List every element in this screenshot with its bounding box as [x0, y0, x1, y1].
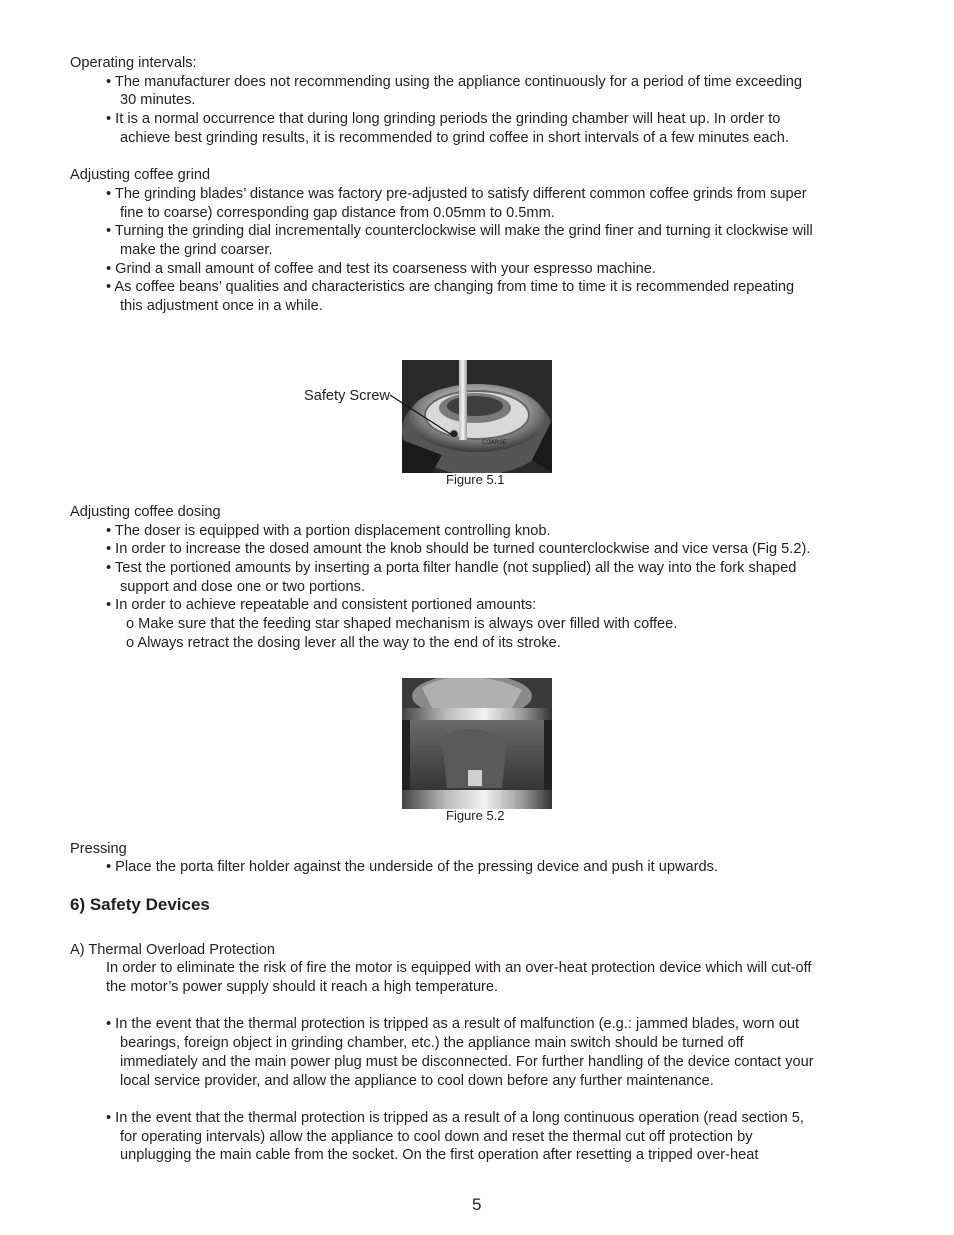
list-item: • The manufacturer does not recommending using the appliance continuously for a period of time exceeding — [106, 74, 803, 90]
list-item-continuation: support and dose one or two portions. — [120, 579, 366, 595]
safety-screw-label: Safety Screw — [304, 388, 390, 404]
list-item: • It is a normal occurrence that during long grinding periods the grinding chamber will heat up. In order to — [106, 111, 781, 127]
thermal-intro-line: the motor’s power supply should it reach a high temperature. — [106, 979, 499, 995]
list-item: • In order to increase the dosed amount the knob should be turned counterclockwise and vice versa (Fig 5.2). — [106, 541, 811, 557]
list-item-continuation: for operating intervals) allow the appliance to cool down and reset the thermal cut off protection by — [120, 1129, 753, 1145]
list-item: • Turning the grinding dial incrementally counterclockwise will make the grind finer and turning it clockwise will — [106, 223, 813, 239]
adjusting-grind-heading: Adjusting coffee grind — [70, 167, 211, 183]
page-number: 5 — [472, 1195, 482, 1214]
list-item-continuation: bearings, foreign object in grinding chamber, etc.) the appliance main switch should be turned off — [120, 1035, 744, 1051]
operating-intervals-heading: Operating intervals: — [70, 55, 197, 71]
list-item: • Grind a small amount of coffee and test its coarseness with your espresso machine. — [106, 261, 656, 277]
list-item-continuation: make the grind coarser. — [120, 242, 273, 258]
thermal-overload-heading: A) Thermal Overload Protection — [70, 942, 275, 958]
thermal-intro-line: In order to eliminate the risk of fire the motor is equipped with an over-heat protection device which will cut-off — [106, 960, 812, 976]
figure-5-1-caption: Figure 5.1 — [446, 472, 505, 487]
list-item: • Place the porta filter holder against the underside of the pressing device and push it upwards. — [106, 859, 718, 875]
list-item-continuation: 30 minutes. — [120, 92, 196, 108]
figure-5-2-image — [402, 678, 552, 809]
list-item-continuation: unplugging the main cable from the socket. On the first operation after resetting a tripped over-heat — [120, 1147, 759, 1163]
list-item: • The grinding blades’ distance was factory pre-adjusted to satisfy different common coffee grinds from super — [106, 186, 807, 202]
dial-label: COARSE — [482, 439, 507, 446]
list-item: • As coffee beans’ qualities and characteristics are changing from time to time it is recommended repeating — [106, 279, 795, 295]
safety-screw-leader-line — [388, 391, 458, 441]
pressing-heading: Pressing — [70, 841, 127, 857]
figure-5-2-caption: Figure 5.2 — [446, 808, 505, 823]
list-item-continuation: this adjustment once in a while. — [120, 298, 323, 314]
safety-devices-title: 6) Safety Devices — [70, 895, 210, 914]
list-item-continuation: local service provider, and allow the appliance to cool down before any further maintenance. — [120, 1073, 714, 1089]
list-item: • In order to achieve repeatable and consistent portioned amounts: — [106, 597, 537, 613]
list-item: • In the event that the thermal protection is tripped as a result of a long continuous operation (read section 5, — [106, 1110, 804, 1126]
sub-list-item: o Always retract the dosing lever all the way to the end of its stroke. — [126, 635, 561, 651]
sub-list-item: o Make sure that the feeding star shaped mechanism is always over filled with coffee. — [126, 616, 678, 632]
doser-illustration — [402, 678, 552, 809]
list-item: • In the event that the thermal protection is tripped as a result of malfunction (e.g.: jammed blades, worn out — [106, 1016, 800, 1032]
list-item-continuation: achieve best grinding results, it is recommended to grind coffee in short intervals of a few minutes each. — [120, 130, 789, 146]
list-item-continuation: immediately and the main power plug must be disconnected. For further handling of the device contact your — [120, 1054, 814, 1070]
adjusting-dosing-heading: Adjusting coffee dosing — [70, 504, 221, 520]
list-item-continuation: fine to coarse) corresponding gap distance from 0.05mm to 0.5mm. — [120, 205, 555, 221]
list-item: • The doser is equipped with a portion displacement controlling knob. — [106, 523, 551, 539]
list-item: • Test the portioned amounts by inserting a porta filter handle (not supplied) all the way into the fork shaped — [106, 560, 797, 576]
